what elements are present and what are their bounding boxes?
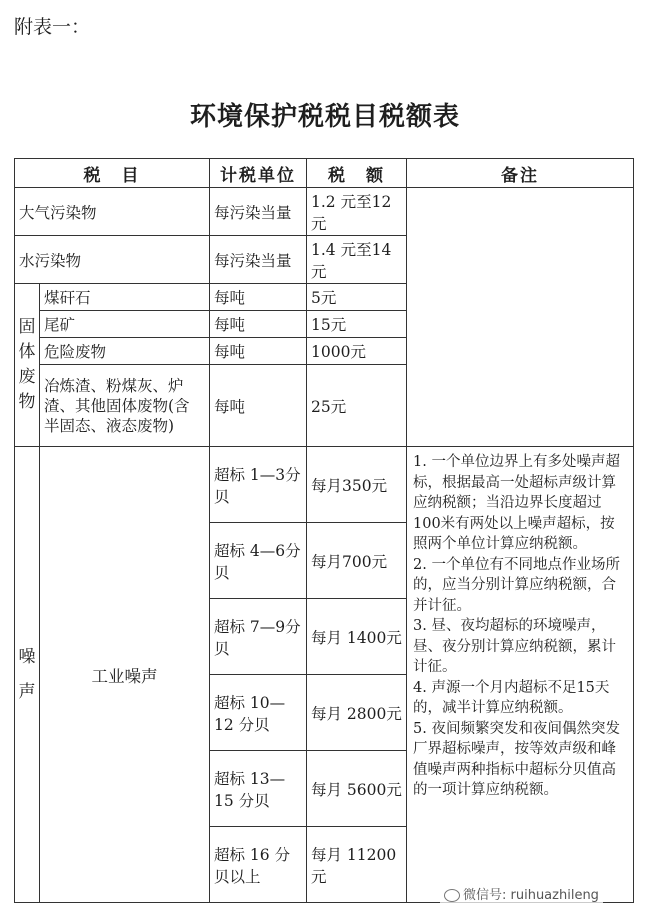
amount-cell: 15元 — [307, 311, 407, 338]
unit-cell: 超标 4—6分贝 — [210, 523, 307, 599]
remark-2: 2. 一个单位有不同地点作业场所的，应当分别计算应纳税额，合并计征。 — [413, 556, 620, 614]
watermark-text: 微信号: ruihuazhileng — [463, 888, 599, 903]
amount-cell: 每月350元 — [307, 447, 407, 523]
table-header-row — [15, 159, 634, 188]
amount-cell: 每月 2800元 — [307, 675, 407, 751]
amount-cell: 1000元 — [307, 338, 407, 365]
remark-5: 5. 夜间频繁突发和夜间偶然突发厂界超标噪声，按等效声级和峰值噪声两种指标中超标分贝值高的一项计算应纳税额。 — [413, 720, 620, 798]
header-unit: 计税单位 — [210, 159, 307, 188]
page-title: 环境保护税税目税额表 — [189, 102, 460, 132]
tax-table — [14, 158, 634, 903]
header-item: 税 目 — [15, 159, 210, 188]
unit-cell: 超标 13—15 分贝 — [210, 751, 307, 827]
remark-3: 3. 昼、夜均超标的环境噪声，昼、夜分别计算应纳税额，累计计征。 — [413, 618, 616, 675]
item-cell: 危险废物 — [40, 338, 210, 365]
amount-cell: 1.2 元至12元 — [307, 188, 407, 236]
header-remark: 备注 — [407, 159, 634, 188]
amount-cell: 每月 5600元 — [307, 751, 407, 827]
unit-cell: 每吨 — [210, 365, 307, 447]
subcategory-industrial-noise: 工业噪声 — [40, 447, 210, 903]
unit-cell: 每吨 — [210, 284, 307, 311]
item-cell: 水污染物 — [15, 236, 210, 284]
header-amount: 税 额 — [307, 159, 407, 188]
amount-cell: 每月 1400元 — [307, 599, 407, 675]
unit-cell: 每污染当量 — [210, 236, 307, 284]
unit-cell: 超标 16 分贝以上 — [210, 827, 307, 903]
amount-cell: 每月 11200元 — [307, 827, 407, 903]
amount-cell: 25元 — [307, 365, 407, 447]
appendix-label: 附表一： — [14, 16, 91, 38]
noise-remarks — [407, 447, 634, 903]
unit-cell: 超标 1—3分贝 — [210, 447, 307, 523]
unit-cell: 每吨 — [210, 311, 307, 338]
watermark — [440, 883, 603, 904]
item-cell: 冶炼渣、粉煤灰、炉渣、其他固体废物(含半固态、液态废物) — [40, 365, 210, 447]
remark-4: 4. 声源一个月内超标不足15天的，减半计算应纳税额。 — [413, 679, 610, 716]
item-cell: 大气污染物 — [15, 188, 210, 236]
table-row — [15, 447, 634, 523]
unit-cell: 每污染当量 — [210, 188, 307, 236]
category-solid-waste: 固 体 废 物 — [15, 284, 40, 447]
item-cell: 煤矸石 — [40, 284, 210, 311]
table-row — [15, 188, 634, 236]
unit-cell: 超标 7—9分贝 — [210, 599, 307, 675]
amount-cell: 每月700元 — [307, 523, 407, 599]
category-noise: 噪 声 — [15, 447, 40, 903]
amount-cell: 1.4 元至14元 — [307, 236, 407, 284]
unit-cell: 每吨 — [210, 338, 307, 365]
remark-cell-empty — [407, 188, 634, 447]
wechat-icon — [444, 889, 460, 902]
item-cell: 尾矿 — [40, 311, 210, 338]
remark-1: 1. 一个单位边界上有多处噪声超标，根据最高一处超标声级计算应纳税额；当沿边界长度超过100米有两处以上噪声超标，按照两个单位计算应纳税额。 — [413, 454, 620, 552]
unit-cell: 超标 10—12 分贝 — [210, 675, 307, 751]
amount-cell: 5元 — [307, 284, 407, 311]
